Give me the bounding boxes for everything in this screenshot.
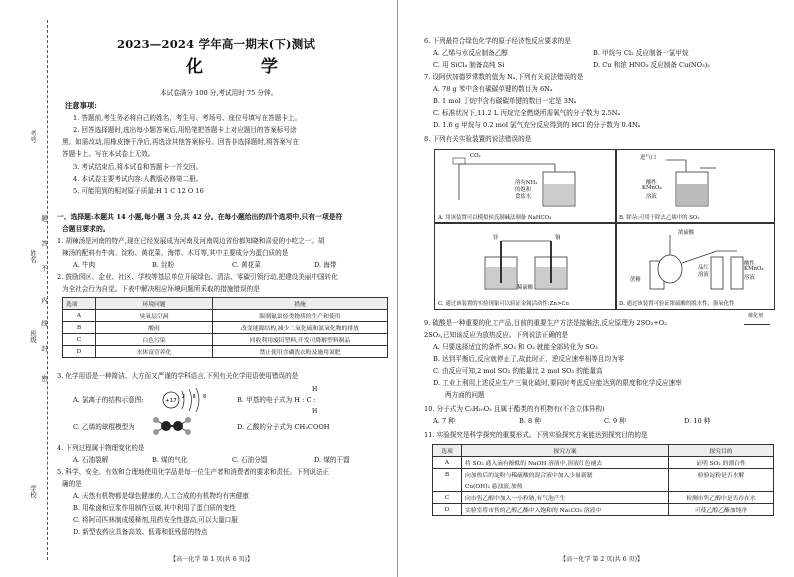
q1-stem: 1. 胡辣汤是河南的特产,现在已经发展成为河南及河南周边省份都知晓和喜爱的小吃之一。胡 [57, 237, 325, 245]
subject-title: 化 学 [186, 57, 304, 77]
q6-option: D. Cu 和浓 HNO₃ 反应制备 Cu(NO₃)₂ [593, 61, 710, 69]
q3-option-d: D. 乙酸的分子式为 CH₃COOH [237, 423, 330, 431]
note-line: 3. 考试结束后,将本试卷和答题卡一并交回。 [73, 163, 203, 171]
q4-option: D. 煤的干馏 [314, 456, 350, 464]
table-row: C 向市售乙醇中加入一小粒钠,有气泡产生 检测市售乙醇中是否存在水 [433, 492, 774, 504]
shell-electrons: 2 8 8 [182, 395, 210, 400]
note-line: 2. 回答选择题时,选出每小题答案后,用铅笔把答题卡上对应题目的答案标号涂 [73, 126, 297, 134]
q8-caption-c: C. 通过该装置的实验现象可以验证金属活动性:Zn>Cu [438, 301, 569, 307]
q7-option: C. 标准状况下,11.2 L 丙烷完全燃烧所需氧气的分子数为 2.5Nₐ [433, 109, 621, 117]
q6-stem: 6. 下列最符合绿色化学的原子经济性反应要求的是 [424, 37, 571, 45]
q9-stem: 2SO₃,已知该反应为放热反应。下列说法正确的是 [424, 331, 569, 339]
q7-option: A. 78 g 苯中含有碳碳单键的数目为 6Nₐ [433, 85, 553, 93]
q10-option: C. 9 种 [604, 417, 626, 425]
q8-figure-d [615, 222, 775, 310]
q6-option: C. 用 SiCl₄ 制备高纯 Si [433, 61, 505, 69]
apparatus-label: 溶液 [744, 275, 755, 281]
apparatus-label: 溶液 [646, 194, 657, 200]
table-row: D 水体富营养化 禁止使用含磷洗衣粉及施用氮肥 [63, 346, 388, 358]
q7-option: D. 1.6 g 甲烷与 0.2 mol 氯气充分反应得到的 HCl 的分子数为 0.4Nₐ [433, 121, 641, 129]
q2-table [62, 297, 388, 358]
table-header: 环境问题 [96, 298, 213, 310]
note-line: 5. 可能用到的相对原子质量:H 1 C 12 O 16 [73, 187, 204, 195]
table-header: 探究方案 [462, 445, 669, 457]
apparatus-label: 食盐水 [515, 194, 532, 200]
table-header: 选项 [433, 445, 462, 457]
q8-figure-a [434, 149, 617, 224]
q3-stem: 3. 化学用语是一种简洁、大方而又严谨的学科语言,下列有关化学用语使用错误的是 [57, 372, 299, 380]
q9-option: D. 工业上利用上述反应生产三氧化硫时,要同时考虑反应能达到的限度和化学反应速率 [433, 379, 682, 387]
q5-stem: 确的是 [62, 480, 82, 488]
catalyst-label: 催化剂 [748, 313, 764, 319]
h-atom-bottom: H [312, 408, 318, 415]
q7-option: B. 1 mol 丁烷中含有碳碳单键的数目一定是 3Nₐ [433, 97, 577, 105]
q10-stem: 10. 分子式为 C₅H₁₀O₂ 且属于酯类的有机物有(不含立体异构) [424, 405, 605, 413]
q5-stem: 5. 科学、安全、有效和合理地使用化学品是每一位生产者和消费者的要求和责任。下列说法正 [57, 468, 330, 476]
q8-caption-a: A. 用该装置可以模拟侯氏制碱法制备 NaHCO₃ [438, 215, 552, 221]
q8-figure-c [434, 222, 617, 310]
apparatus-label: 蔗糖 [630, 277, 641, 283]
table-header: 措施 [213, 298, 388, 310]
notes-heading: 注意事项: [65, 101, 97, 110]
apparatus-label: 溶有NH₃ [515, 180, 538, 186]
binding-label: 学校 [29, 485, 37, 498]
q11-table [432, 444, 774, 516]
binding-label: 封 [40, 345, 48, 352]
q8-stem: 8. 下列有关实验装置的说法错误的是 [424, 135, 532, 143]
exam-title: 2023—2024 学年高一期末(下)测试 [117, 37, 316, 51]
q1-stem: 辣汤的配料有牛肉、淀粉、黄花菜、海带、木耳等,其中主要成分为蛋白质的是 [62, 249, 289, 257]
q1-option: A. 牛肉 [73, 261, 96, 269]
note-line: 黑。如需改动,用橡皮擦干净后,再选涂其他答案标号。回答非选择题时,将答案写在 [62, 138, 300, 146]
ethylene-ball-stick-model [150, 416, 194, 436]
q9-option: B. 达到平衡后,反应就停止了,故此时正、逆反应速率相等且均为零 [433, 355, 625, 363]
q4-option: C. 石油分馏 [232, 456, 268, 464]
table-header: 探究目的 [669, 445, 774, 457]
h-atom-top: H [312, 386, 318, 393]
q9-stem: 9. 硫酸是一种重要的化工产品,目前的重要生产方法是接触法,反应原理为 2SO₂+O₂ [424, 319, 667, 327]
apparatus-label: 稀硫酸 [517, 285, 534, 291]
chloride-ion-diagram [160, 388, 212, 412]
table-row: B 向加热后的淀粉与稀硫酸的混合液中加入少量新制 检验淀粉是否水解 [433, 469, 774, 481]
q11-stem: 11. 实验探究是科学探究的重要形式。下列实验探究方案能达到探究目的的是 [424, 431, 648, 439]
q6-option: A. 乙烯与水反应制备乙醇 [433, 49, 508, 57]
exam-info: 本试卷满分 100 分,考试用时 75 分钟。 [160, 89, 278, 97]
binding-label: 班级 [29, 330, 37, 343]
reaction-arrow [744, 324, 770, 325]
section-heading: 一、选择题:本题共 14 小题,每小题 3 分,共 42 分。在每小题给出的四个选项中,只有一项是符 [57, 213, 343, 221]
q9-option: C. 由反应可知,2 mol SO₂ 的能量比 2 mol SO₃ 的能量高 [433, 367, 603, 375]
apparatus-label: 锌 [493, 235, 499, 241]
page-footer: 【高一化学 第 2 页(共 6 页)】 [560, 556, 644, 563]
q10-option: A. 7 种 [433, 417, 455, 425]
apparatus-label: 溶液 [698, 272, 709, 278]
q1-option: D. 海带 [314, 261, 337, 269]
table-row: D 实验室将市售的乙醇乙酯中入饱和的 Na₂CO₃ 溶液中 可使乙醇乙酯加纯净 [433, 504, 774, 516]
q5-option: B. 用盐卤和豆浆作用制作豆腐,其中利用了蛋白质的变性 [73, 504, 236, 512]
apparatus-label: CO₂ [470, 153, 481, 159]
binding-label: 答 [40, 240, 48, 247]
q10-option: B. 8 种 [519, 417, 541, 425]
apparatus-label: KMnO₄ [642, 185, 662, 191]
q5-option: D. 新型农药应具备高效、低毒和低残留的特点 [73, 528, 208, 536]
binding-label: 密 [40, 375, 48, 382]
table-row: C 白色污染 回收利用废旧塑料,开发可降解塑料制品 [63, 334, 388, 346]
binding-label: 题 [40, 215, 48, 222]
seal-line [47, 20, 48, 560]
note-line: 答题卡上。写在本试卷上无效。 [62, 150, 155, 158]
q3-option-b: B. 甲基的电子式为 H : C : [237, 396, 316, 404]
page-divider [397, 0, 398, 577]
q1-option: B. 淀粉 [152, 261, 175, 269]
apparatus-label: 的饱和 [515, 187, 532, 193]
binding-label: 考号 [29, 130, 37, 143]
table-row: A 臭氧层空洞 限制氟氯烃类物质的生产和使用 [63, 310, 388, 322]
binding-label: 不 [40, 265, 48, 272]
table-row: B 酸雨 改变能源结构,减少二氧化硫和氮氧化物的排放 [63, 322, 388, 334]
q7-stem: 7. 设阿伏加德罗常数的值为 Nₐ,下列有关说法错误的是 [424, 73, 584, 81]
note-line: 1. 答题前,考生务必将自己的姓名、考生号、考场号、座位号填写在答题卡上。 [73, 114, 302, 122]
q5-option: A. 天然有机物都是绿色健康的,人工合成的有机物均有害健康 [73, 492, 249, 500]
apparatus-label: 品红 [698, 265, 709, 271]
apparatus-label: 铜 [555, 235, 561, 241]
q1-option: C. 黄花菜 [232, 261, 261, 269]
q8-caption-d: D. 通过该装置可验证浓硫酸的脱水性、强氧化性 [619, 301, 735, 307]
q8-figure-b [615, 149, 775, 224]
section-heading: 合题目要求的。 [62, 225, 110, 233]
note-line: 4. 本试卷主要考试内容:人教版必修第二册。 [73, 175, 203, 183]
apparatus-label: 酸性 [646, 180, 657, 186]
q4-option: B. 煤的气化 [152, 456, 188, 464]
q8-caption-b: B. 除杂:可用于除去乙烯中的 SO₂ [619, 215, 700, 221]
apparatus-label: 浓硫酸 [678, 230, 695, 236]
q3-option-c: C. 乙烯的球棍模型为 [73, 423, 135, 431]
q4-option: A. 石油裂解 [73, 456, 109, 464]
q9-option: 两方面的问题 [445, 391, 485, 399]
q3-option-a: A. 氯离子的结构示意图: [73, 396, 144, 404]
apparatus-label: 酸性 [744, 261, 755, 267]
binding-label: 线 [40, 320, 48, 327]
page-footer: 【高一化学 第 1 页(共 6 页)】 [170, 556, 254, 563]
q9-option: A. 只要选择适宜的条件,SO₂ 和 O₂ 就能全部转化为 SO₃ [433, 343, 598, 351]
q2-stem: 为全社会行为自觉。下表中解决相应环境问题所采取的措施错误的是 [62, 285, 260, 293]
binding-label: 内 [40, 297, 48, 304]
binding-label: 姓名 [29, 250, 37, 263]
table-header: 选项 [63, 298, 96, 310]
q4-stem: 4. 下列过程属于物理变化的是 [57, 444, 145, 452]
q5-option: C. 将阿司匹林制成缓释剂,用药安全性提高,可以大量口服 [73, 516, 238, 524]
q10-option: D. 10 种 [684, 417, 711, 425]
table-row: Cu(OH)₂ 悬浊液,加热 [433, 480, 774, 492]
apparatus-label: 进气口 [640, 155, 657, 161]
apparatus-label: KMnO₄ [744, 266, 764, 272]
table-row: A 将 SO₂ 通入滴有酚酞的 NaOH 溶液中,溶液红色褪去 证明 SO₂ 的漂白性 [433, 457, 774, 469]
q2-stem: 2. 鼓励园区、企业、社区、学校等基层单位开展绿色、清洁、零碳引领行动,把建设美丽中国转化 [57, 273, 338, 281]
q6-option: B. 甲烷与 Cl₂ 反应制备一氯甲烷 [593, 49, 689, 57]
nucleus-charge: +17 [165, 398, 177, 404]
